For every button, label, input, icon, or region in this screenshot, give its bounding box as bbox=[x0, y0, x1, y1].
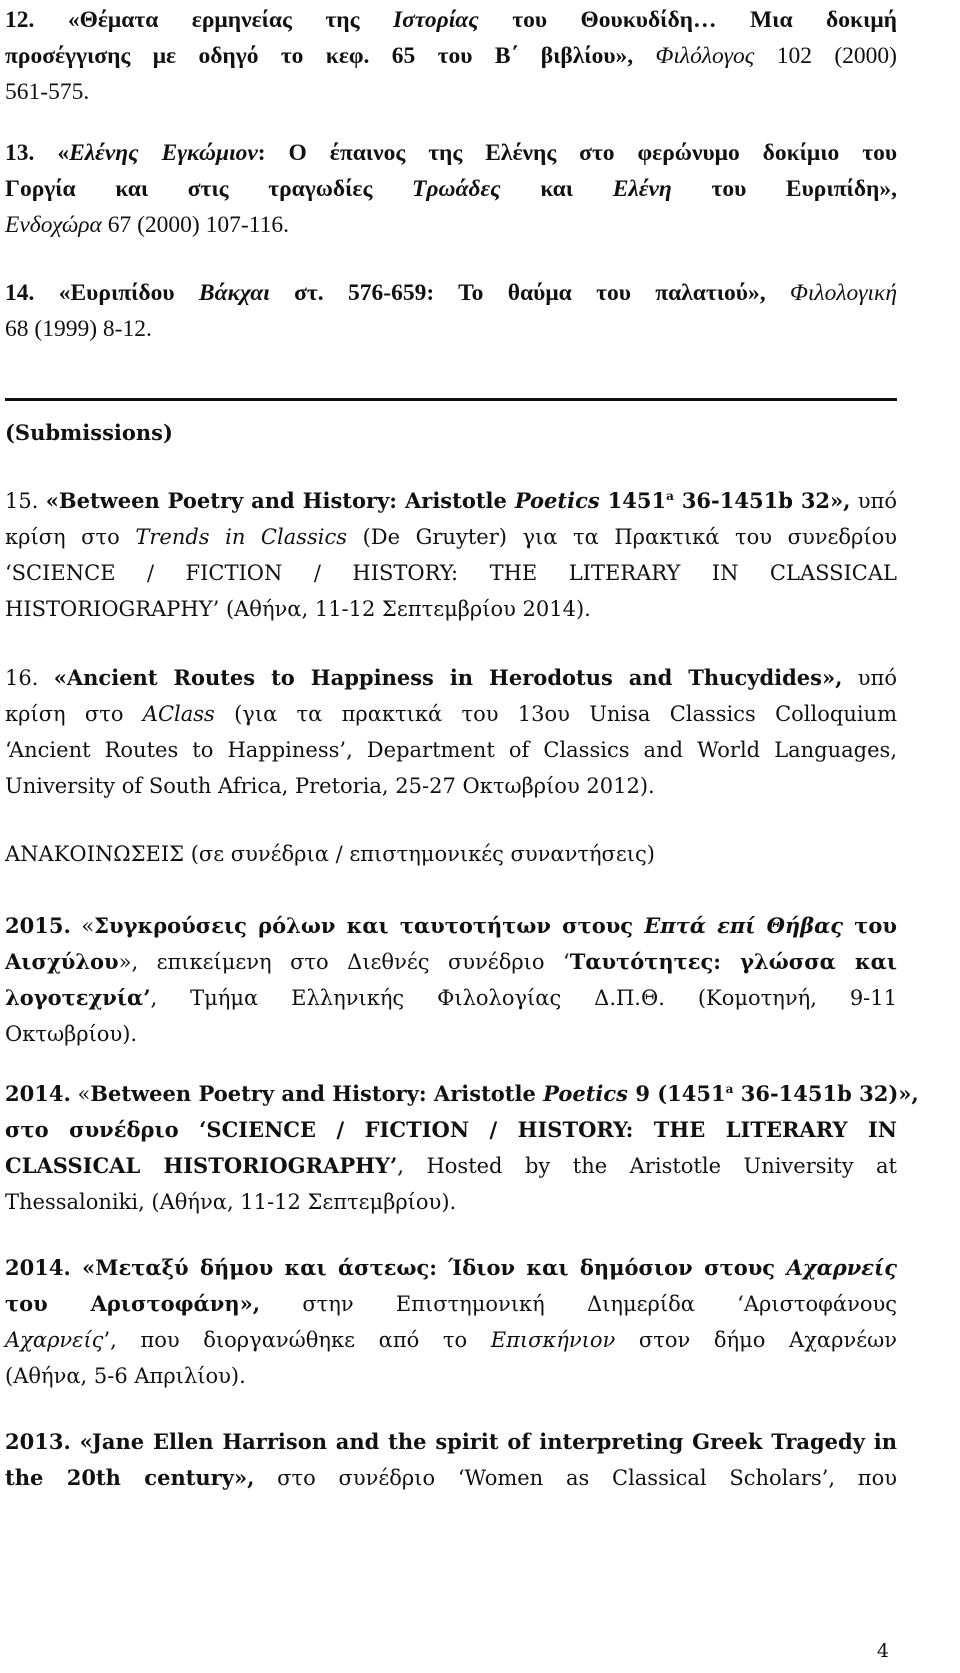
announcement-2014-acharnians bbox=[5, 1250, 897, 1394]
entry-line: 12. «Θέματα ερμηνείας της Ιστορίας του Θουκυδίδη… Μια δοκιμή bbox=[5, 7, 897, 33]
entry-line: the 20th century», στο συνέδριο ‘Women as Classical Scholars’, που bbox=[5, 1465, 898, 1490]
announcement-2014-poetics bbox=[5, 1076, 919, 1220]
entry-line: λογοτεχνία’, Τμήμα Ελληνικής Φιλολογίας Δ.Π.Θ. (Κομοτηνή, 9-11 bbox=[5, 985, 897, 1010]
entry-line: 16. «Ancient Routes to Happiness in Herodotus and Thucydides», υπό bbox=[5, 665, 897, 690]
page-number: 4 bbox=[876, 1640, 889, 1662]
entry-line: 2013. «Jane Ellen Harrison and the spirit of interpreting Greek Tragedy in bbox=[5, 1429, 897, 1454]
entry-line: στο συνέδριο ‘SCIENCE / FICTION / HISTORY: THE LITERARY IN bbox=[5, 1117, 897, 1142]
submission-entry-16 bbox=[5, 660, 897, 804]
announcement-2015 bbox=[5, 908, 897, 1052]
entry-line: του Αριστοφάνη», στην Επιστημονική Διημερίδα ‘Αριστοφάνους bbox=[5, 1291, 898, 1316]
entry-line: Thessaloniki, (Αθήνα, 11-12 Σεπτεμβρίου). bbox=[5, 1190, 457, 1214]
publication-entry-12 bbox=[5, 2, 897, 110]
entry-line: 68 (1999) 8-12. bbox=[5, 316, 152, 342]
entry-line: 2015. «Συγκρούσεις ρόλων και ταυτοτήτων στους Επτά επί Θήβας του bbox=[5, 913, 897, 938]
publication-entry-14 bbox=[5, 275, 897, 347]
entry-line: University of South Africa, Pretoria, 25-27 Οκτωβρίου 2012). bbox=[5, 774, 655, 798]
submissions-heading: (Submissions) bbox=[5, 420, 173, 445]
entry-line: Γοργία και στις τραγωδίες Τρωάδες και Ελένη του Ευριπίδη», bbox=[5, 176, 897, 202]
entry-line: ‘SCIENCE / FICTION / HISTORY: THE LITERARY IN CLASSICAL bbox=[5, 561, 897, 585]
entry-line: 14. «Ευριπίδου Βάκχαι στ. 576-659: Το θαύμα του παλατιού», Φιλολογική bbox=[5, 280, 897, 306]
entry-line: κρίση στο Trends in Classics (De Gruyter) για τα Πρακτικά του συνεδρίου bbox=[5, 525, 898, 549]
entry-line: ΑΝΑΚΟΙΝΩΣΕΙΣ (σε συνέδρια / επιστημονικές συναντήσεις) bbox=[5, 842, 655, 866]
section-divider bbox=[5, 398, 897, 401]
entry-line: Οκτωβρίου). bbox=[5, 1022, 138, 1046]
entry-line: Ενδοχώρα 67 (2000) 107-116. bbox=[5, 212, 289, 238]
document-page bbox=[5, 0, 919, 1673]
entry-line: Αισχύλου», επικείμενη στο Διεθνές συνέδριο ‘Ταυτότητες: γλώσσα και bbox=[5, 949, 897, 974]
publication-entry-13 bbox=[5, 135, 897, 243]
announcement-2013 bbox=[5, 1424, 897, 1496]
entry-line: 15. «Between Poetry and History: Aristotle Poetics 1451$^a$ 36-1451b 32», υπό bbox=[5, 488, 897, 513]
announcements-heading bbox=[5, 836, 897, 872]
submission-entry-15 bbox=[5, 483, 897, 627]
entry-line: προσέγγισης με οδηγό το κεφ. 65 του Β΄ βιβλίου», Φιλόλογος 102 (2000) bbox=[5, 43, 897, 69]
entry-line: 561-575. bbox=[5, 79, 90, 105]
entry-line: Αχαρνείς’, που διοργανώθηκε από το Επισκήνιον στον δήμο Αχαρνέων bbox=[5, 1328, 897, 1352]
entry-line: 2014. «Between Poetry and History: Aristotle Poetics 9 (1451$^a$ 36-1451b 32)», bbox=[5, 1081, 919, 1106]
entry-line: κρίση στο AClass (για τα πρακτικά του 13ου Unisa Classics Colloquium bbox=[5, 702, 897, 726]
entry-line: 13. «Ελένης Εγκώμιον: Ο έπαινος της Ελένης στο φερώνυμο δοκίμιο του bbox=[5, 140, 898, 166]
entry-line: (Αθήνα, 5-6 Απριλίου). bbox=[5, 1364, 246, 1388]
entry-line: 2014. «Μεταξύ δήμου και άστεως: Ίδιον και δημόσιον στους Αχαρνείς bbox=[5, 1255, 897, 1280]
entry-line: CLASSICAL HISTORIOGRAPHY’, Hosted by the Aristotle University at bbox=[5, 1153, 898, 1178]
entry-line: ‘Ancient Routes to Happiness’, Department of Classics and World Languages, bbox=[5, 738, 897, 762]
entry-line: HISTORIOGRAPHY’ (Αθήνα, 11-12 Σεπτεμβρίου 2014). bbox=[5, 597, 591, 621]
